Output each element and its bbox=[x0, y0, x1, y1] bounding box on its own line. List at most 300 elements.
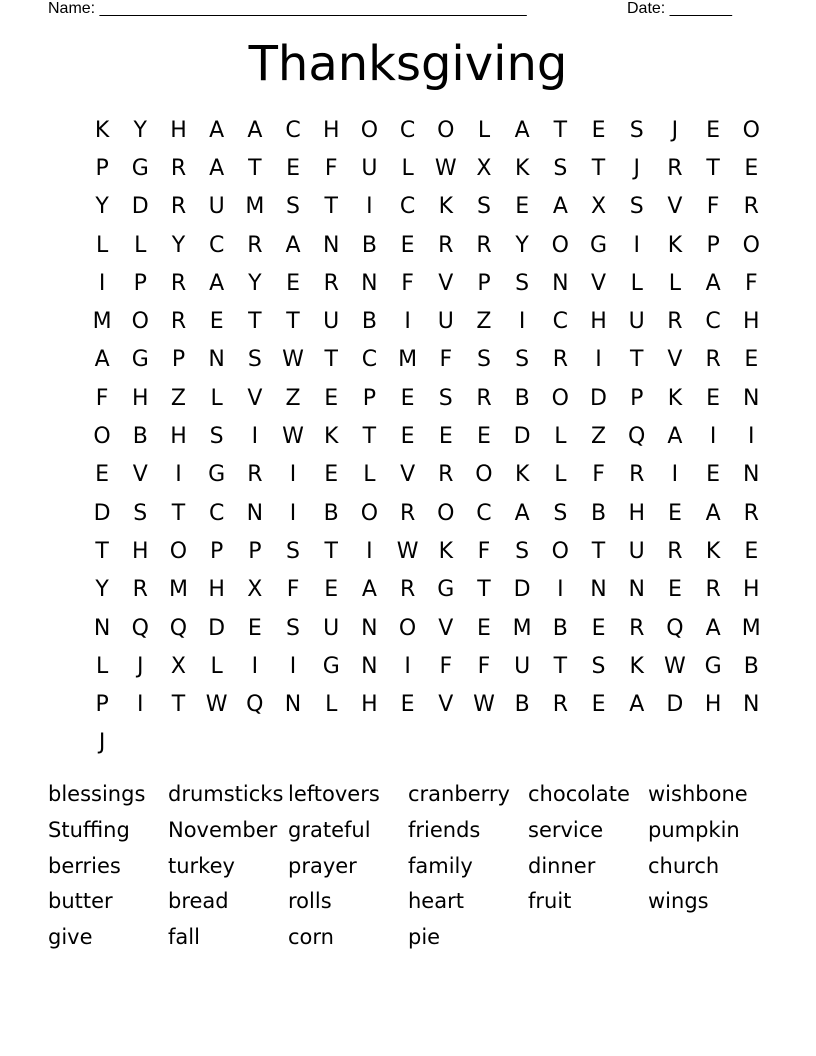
grid-letter: O bbox=[742, 232, 760, 258]
grid-letter: I bbox=[289, 500, 297, 526]
grid-letter: R bbox=[552, 347, 568, 373]
grid-letter: B bbox=[743, 653, 759, 679]
word-bank-item: grateful bbox=[288, 817, 371, 842]
word-bank-item: bread bbox=[168, 889, 229, 914]
grid-letter: D bbox=[666, 692, 684, 718]
grid-letter: R bbox=[476, 232, 492, 258]
grid-letter: X bbox=[247, 577, 263, 603]
grid-letter: N bbox=[361, 615, 378, 641]
grid-letter: I bbox=[289, 462, 297, 488]
word-bank-item: service bbox=[528, 817, 604, 842]
grid-letter: Y bbox=[95, 194, 109, 220]
grid-letter: V bbox=[667, 194, 683, 220]
grid-letter: R bbox=[438, 232, 454, 258]
grid-letter: Y bbox=[95, 577, 109, 603]
word-bank-item: rolls bbox=[288, 889, 332, 914]
grid-letter: L bbox=[554, 424, 567, 450]
grid-letter: G bbox=[437, 577, 455, 603]
grid-letter: F bbox=[477, 538, 491, 564]
grid-letter: T bbox=[324, 194, 338, 220]
grid-letter: N bbox=[590, 577, 607, 603]
grid-letter: S bbox=[209, 424, 224, 450]
grid-letter: E bbox=[667, 577, 682, 603]
grid-letter: S bbox=[515, 347, 530, 373]
grid-letter: M bbox=[741, 615, 761, 641]
grid-letter: O bbox=[131, 309, 149, 335]
grid-letter: N bbox=[628, 577, 645, 603]
grid-letter: C bbox=[208, 232, 225, 258]
grid-letter: S bbox=[476, 194, 491, 220]
grid-letter: D bbox=[208, 615, 226, 641]
grid-letter: R bbox=[170, 194, 187, 220]
grid-letter: S bbox=[591, 653, 606, 679]
grid-letter: R bbox=[399, 577, 416, 603]
word-bank-item: chocolate bbox=[528, 782, 630, 806]
grid-letter: T bbox=[591, 538, 606, 564]
grid-letter: R bbox=[667, 155, 683, 181]
word-bank-item: turkey bbox=[168, 853, 235, 878]
grid-letter: T bbox=[629, 347, 644, 373]
grid-letter: Z bbox=[590, 424, 607, 450]
grid-letter: R bbox=[667, 538, 683, 564]
grid-letter: A bbox=[552, 194, 568, 220]
grid-letter: I bbox=[404, 653, 411, 679]
grid-letter: S bbox=[286, 538, 301, 564]
grid-letter: H bbox=[704, 692, 722, 718]
grid-letter: Z bbox=[170, 385, 186, 411]
grid-letter: E bbox=[324, 577, 339, 603]
grid-letter: T bbox=[171, 692, 186, 718]
grid-letter: T bbox=[248, 309, 262, 335]
grid-letter: A bbox=[94, 347, 110, 373]
grid-letter: I bbox=[709, 424, 717, 450]
grid-letter: L bbox=[325, 692, 338, 718]
grid-letter: V bbox=[400, 462, 416, 488]
grid-letter: B bbox=[552, 615, 568, 641]
grid-letter: H bbox=[208, 577, 225, 603]
grid-letter: U bbox=[361, 155, 378, 181]
grid-letter: T bbox=[362, 424, 377, 450]
word-bank-item: church bbox=[648, 853, 720, 878]
grid-letter: O bbox=[551, 385, 569, 411]
grid-letter: A bbox=[209, 117, 225, 143]
grid-letter: E bbox=[286, 155, 300, 181]
grid-letter: S bbox=[286, 615, 301, 641]
grid-letter: H bbox=[743, 577, 760, 603]
grid-letter: H bbox=[132, 538, 149, 564]
grid-letter: S bbox=[515, 538, 530, 564]
grid-letter: E bbox=[706, 117, 721, 143]
grid-letter: V bbox=[247, 385, 263, 411]
grid-letter: O bbox=[360, 117, 379, 143]
grid-letter: K bbox=[514, 155, 530, 181]
grid-letter: K bbox=[514, 462, 530, 488]
grid-letter: N bbox=[322, 232, 340, 258]
grid-letter: P bbox=[248, 538, 262, 564]
grid-letter: O bbox=[169, 538, 188, 564]
grid-letter: I bbox=[518, 309, 526, 335]
grid-letter: B bbox=[361, 232, 377, 258]
grid-letter: P bbox=[133, 270, 147, 296]
grid-letter: N bbox=[552, 270, 569, 296]
grid-letter: E bbox=[744, 538, 759, 564]
grid-letter: V bbox=[132, 462, 148, 488]
grid-letter: M bbox=[92, 309, 112, 335]
grid-letter: M bbox=[512, 615, 532, 641]
grid-letter: F bbox=[439, 347, 453, 373]
grid-letter: W bbox=[434, 155, 457, 181]
grid-letter: E bbox=[591, 692, 606, 718]
grid-letter: U bbox=[628, 538, 645, 564]
grid-letter: G bbox=[131, 155, 149, 181]
grid-letter: O bbox=[742, 117, 760, 143]
grid-letter: I bbox=[671, 462, 679, 488]
grid-letter: A bbox=[705, 615, 721, 641]
grid-letter: E bbox=[400, 232, 415, 258]
grid-letter: I bbox=[137, 692, 144, 718]
grid-letter: O bbox=[475, 462, 493, 488]
grid-letter: N bbox=[246, 500, 264, 526]
grid-letter: M bbox=[168, 577, 188, 603]
grid-letter: R bbox=[323, 270, 339, 296]
grid-letter: A bbox=[514, 117, 530, 143]
grid-letter: Q bbox=[628, 424, 646, 450]
grid-letter: U bbox=[437, 309, 454, 335]
grid-letter: E bbox=[515, 194, 530, 220]
grid-letter: E bbox=[744, 155, 759, 181]
word-bank-item: wishbone bbox=[648, 782, 748, 806]
grid-letter: E bbox=[95, 462, 110, 488]
grid-letter: C bbox=[399, 117, 416, 143]
grid-letter: B bbox=[514, 385, 530, 411]
grid-letter: L bbox=[668, 270, 682, 296]
grid-letter: J bbox=[671, 117, 679, 143]
grid-letter: R bbox=[743, 500, 759, 526]
grid-letter: O bbox=[437, 117, 455, 143]
grid-letter: L bbox=[95, 232, 109, 258]
grid-letter: L bbox=[95, 653, 109, 679]
grid-letter: N bbox=[361, 270, 378, 296]
grid-letter: T bbox=[477, 577, 491, 603]
grid-letter: O bbox=[437, 500, 455, 526]
grid-letter: Y bbox=[515, 232, 529, 258]
grid-letter: K bbox=[438, 538, 453, 564]
grid-letter: I bbox=[595, 347, 602, 373]
word-bank-item: wings bbox=[648, 889, 709, 914]
word-bank-item: dinner bbox=[528, 853, 596, 878]
word-bank-item: corn bbox=[288, 925, 334, 950]
grid-letter: B bbox=[361, 309, 377, 335]
grid-letter: V bbox=[667, 347, 683, 373]
grid-letter: U bbox=[323, 309, 340, 335]
grid-letter: S bbox=[438, 385, 453, 411]
grid-letter: S bbox=[629, 194, 644, 220]
grid-letter: D bbox=[513, 577, 531, 603]
grid-letter: P bbox=[630, 385, 644, 411]
grid-letter: R bbox=[247, 232, 263, 258]
grid-letter: Q bbox=[666, 615, 684, 641]
grid-letter: U bbox=[323, 615, 340, 641]
grid-letter: A bbox=[514, 500, 530, 526]
word-bank-item: leftovers bbox=[288, 782, 380, 806]
grid-letter: T bbox=[324, 538, 338, 564]
grid-letter: D bbox=[93, 500, 111, 526]
word-bank-item: heart bbox=[408, 889, 464, 914]
grid-letter: R bbox=[667, 309, 683, 335]
grid-letter: V bbox=[591, 270, 607, 296]
grid-letter: E bbox=[400, 385, 415, 411]
grid-letter: C bbox=[285, 117, 301, 143]
grid-letter: H bbox=[361, 692, 378, 718]
grid-letter: F bbox=[286, 577, 300, 603]
grid-letter: N bbox=[743, 692, 760, 718]
page-title: Thanksgiving bbox=[248, 36, 568, 92]
grid-letter: E bbox=[706, 462, 721, 488]
grid-letter: D bbox=[513, 424, 531, 450]
grid-letter: M bbox=[398, 347, 418, 373]
word-bank-item: drumsticks bbox=[168, 782, 284, 806]
word-bank bbox=[48, 776, 768, 955]
grid-letter: K bbox=[324, 424, 339, 450]
grid-letter: D bbox=[590, 385, 607, 411]
grid-letter: H bbox=[590, 309, 607, 335]
grid-letter: R bbox=[705, 347, 721, 373]
grid-letter: M bbox=[245, 194, 265, 220]
grid-letter: R bbox=[170, 309, 187, 335]
grid-letter: H bbox=[132, 385, 149, 411]
grid-letter: T bbox=[95, 538, 109, 564]
grid-letter: E bbox=[209, 309, 224, 335]
grid-letter: C bbox=[552, 309, 569, 335]
grid-letter: L bbox=[210, 653, 223, 679]
grid-letter: J bbox=[137, 653, 144, 679]
grid-letter: H bbox=[628, 500, 645, 526]
grid-letter: N bbox=[361, 653, 378, 679]
grid-letter: U bbox=[208, 194, 225, 220]
grid-letter: N bbox=[208, 347, 225, 373]
grid-letter: Y bbox=[133, 117, 147, 143]
date-field: Date: _______ bbox=[627, 0, 732, 17]
grid-letter: F bbox=[477, 653, 491, 679]
grid-letter: I bbox=[175, 462, 182, 488]
grid-letter: E bbox=[286, 270, 300, 296]
grid-letter: A bbox=[247, 117, 263, 143]
grid-letter: P bbox=[706, 232, 720, 258]
grid-letter: F bbox=[95, 385, 109, 411]
grid-letter: A bbox=[209, 155, 225, 181]
grid-letter: E bbox=[400, 692, 415, 718]
grid-letter: V bbox=[438, 270, 454, 296]
grid-letter: C bbox=[208, 500, 225, 526]
grid-letter: A bbox=[705, 270, 721, 296]
grid-letter: K bbox=[438, 194, 453, 220]
grid-letter: F bbox=[744, 270, 758, 296]
grid-letter: T bbox=[171, 500, 186, 526]
grid-letter: Y bbox=[248, 270, 262, 296]
grid-letter: R bbox=[552, 692, 568, 718]
grid-letter: V bbox=[438, 615, 454, 641]
grid-letter: N bbox=[743, 462, 760, 488]
grid-letter: H bbox=[170, 117, 187, 143]
grid-letter: O bbox=[551, 232, 569, 258]
grid-letter: T bbox=[553, 653, 568, 679]
grid-letter: L bbox=[401, 155, 414, 181]
grid-letter: G bbox=[590, 232, 608, 258]
grid-letter: F bbox=[401, 270, 414, 296]
grid-letter: R bbox=[438, 462, 454, 488]
grid-letter: E bbox=[706, 385, 721, 411]
grid-letter: X bbox=[476, 155, 492, 181]
word-bank-item: prayer bbox=[288, 853, 357, 878]
grid-letter: S bbox=[476, 347, 491, 373]
grid-letter: G bbox=[208, 462, 226, 488]
grid-letter: D bbox=[131, 194, 149, 220]
grid-letter: X bbox=[590, 194, 607, 220]
grid-letter: K bbox=[667, 232, 683, 258]
grid-letter: R bbox=[170, 155, 187, 181]
grid-letter: W bbox=[205, 692, 228, 718]
word-bank-item: berries bbox=[48, 853, 121, 878]
grid-letter: N bbox=[743, 385, 760, 411]
grid-letter: R bbox=[629, 615, 645, 641]
grid-letter: P bbox=[362, 385, 377, 411]
grid-letter: R bbox=[170, 270, 187, 296]
grid-letter: K bbox=[667, 385, 683, 411]
grid-letter: F bbox=[706, 194, 720, 220]
grid-letter: E bbox=[438, 424, 453, 450]
grid-letter: C bbox=[399, 194, 416, 220]
grid-letter: T bbox=[553, 117, 568, 143]
grid-letter: E bbox=[324, 462, 339, 488]
grid-letter: V bbox=[438, 692, 454, 718]
word-bank-item: give bbox=[48, 925, 93, 950]
grid-letter: O bbox=[551, 538, 569, 564]
grid-letter: F bbox=[592, 462, 605, 488]
grid-letter: R bbox=[743, 194, 759, 220]
grid-letter: Q bbox=[131, 615, 149, 641]
grid-letter: S bbox=[133, 500, 148, 526]
grid-letter: S bbox=[515, 270, 530, 296]
grid-letter: P bbox=[477, 270, 491, 296]
grid-letter: P bbox=[95, 155, 109, 181]
grid-letter: I bbox=[98, 270, 106, 296]
word-bank-item: Stuffing bbox=[48, 817, 130, 842]
grid-letter: A bbox=[629, 692, 645, 718]
grid-letter: T bbox=[591, 155, 606, 181]
grid-letter: O bbox=[93, 424, 111, 450]
grid-letter: H bbox=[322, 117, 340, 143]
grid-letter: A bbox=[361, 577, 377, 603]
grid-letter: L bbox=[363, 462, 376, 488]
grid-letter: O bbox=[360, 500, 379, 526]
grid-letter: E bbox=[400, 424, 415, 450]
grid-letter: E bbox=[591, 117, 606, 143]
grid-letter: I bbox=[748, 424, 755, 450]
grid-letter: E bbox=[744, 347, 759, 373]
grid-letter: G bbox=[704, 653, 722, 679]
grid-letter: E bbox=[667, 500, 682, 526]
grid-letter: G bbox=[131, 347, 149, 373]
grid-letter: E bbox=[247, 615, 262, 641]
grid-letter: B bbox=[323, 500, 339, 526]
grid-letter: E bbox=[591, 615, 606, 641]
grid-letter: C bbox=[476, 500, 492, 526]
grid-letter: T bbox=[706, 155, 720, 181]
grid-letter: W bbox=[473, 692, 495, 718]
grid-letter: H bbox=[743, 309, 760, 335]
grid-letter: Z bbox=[476, 309, 492, 335]
grid-letter: S bbox=[286, 194, 301, 220]
grid-letter: P bbox=[210, 538, 224, 564]
grid-letter: P bbox=[171, 347, 186, 373]
grid-letter: Z bbox=[285, 385, 301, 411]
name-field: Name: ________________________________________________ bbox=[48, 0, 527, 17]
grid-letter: R bbox=[629, 462, 645, 488]
word-bank-item: cranberry bbox=[408, 782, 510, 806]
grid-letter: N bbox=[93, 615, 111, 641]
grid-letter: S bbox=[629, 117, 644, 143]
grid-letter: R bbox=[132, 577, 148, 603]
grid-letter: K bbox=[629, 653, 644, 679]
word-bank-item: fall bbox=[168, 925, 200, 950]
word-bank-item: blessings bbox=[48, 782, 146, 806]
grid-letter: C bbox=[361, 347, 378, 373]
word-bank-item: butter bbox=[48, 889, 113, 914]
grid-letter: S bbox=[553, 155, 568, 181]
grid-letter: O bbox=[398, 615, 417, 641]
worksheet-header bbox=[48, 0, 748, 20]
grid-letter: R bbox=[476, 385, 492, 411]
grid-letter: F bbox=[324, 155, 338, 181]
grid-letter: C bbox=[705, 309, 721, 335]
grid-letter: K bbox=[94, 117, 110, 143]
grid-letter: G bbox=[322, 653, 340, 679]
grid-letter: B bbox=[132, 424, 148, 450]
word-bank-item: pumpkin bbox=[648, 817, 740, 842]
grid-letter: L bbox=[630, 270, 643, 296]
grid-letter: I bbox=[366, 538, 373, 564]
grid-letter: A bbox=[705, 500, 721, 526]
grid-letter: E bbox=[477, 424, 491, 450]
grid-letter: J bbox=[98, 730, 106, 756]
grid-letter: J bbox=[633, 155, 640, 181]
grid-letter: R bbox=[705, 577, 721, 603]
grid-letter: Q bbox=[169, 615, 188, 641]
grid-letter: U bbox=[628, 309, 645, 335]
word-bank-item: November bbox=[168, 817, 278, 842]
grid-letter: W bbox=[396, 538, 419, 564]
grid-letter: I bbox=[289, 653, 297, 679]
grid-letter: Y bbox=[171, 232, 186, 258]
grid-letter: I bbox=[633, 232, 640, 258]
grid-letter: W bbox=[664, 653, 686, 679]
grid-letter: A bbox=[209, 270, 225, 296]
grid-letter: L bbox=[554, 462, 567, 488]
grid-letter: S bbox=[247, 347, 262, 373]
grid-letter: E bbox=[324, 385, 339, 411]
grid-letter: R bbox=[247, 462, 263, 488]
grid-letter: Q bbox=[246, 692, 264, 718]
grid-letter: X bbox=[170, 653, 186, 679]
grid-letter: E bbox=[477, 615, 491, 641]
grid-letter: I bbox=[366, 194, 373, 220]
word-bank-item: pie bbox=[408, 925, 441, 950]
word-bank-item: friends bbox=[408, 817, 481, 842]
grid-letter: B bbox=[514, 692, 530, 718]
grid-letter: N bbox=[284, 692, 302, 718]
grid-letter: F bbox=[439, 653, 453, 679]
grid-letter: W bbox=[282, 347, 304, 373]
